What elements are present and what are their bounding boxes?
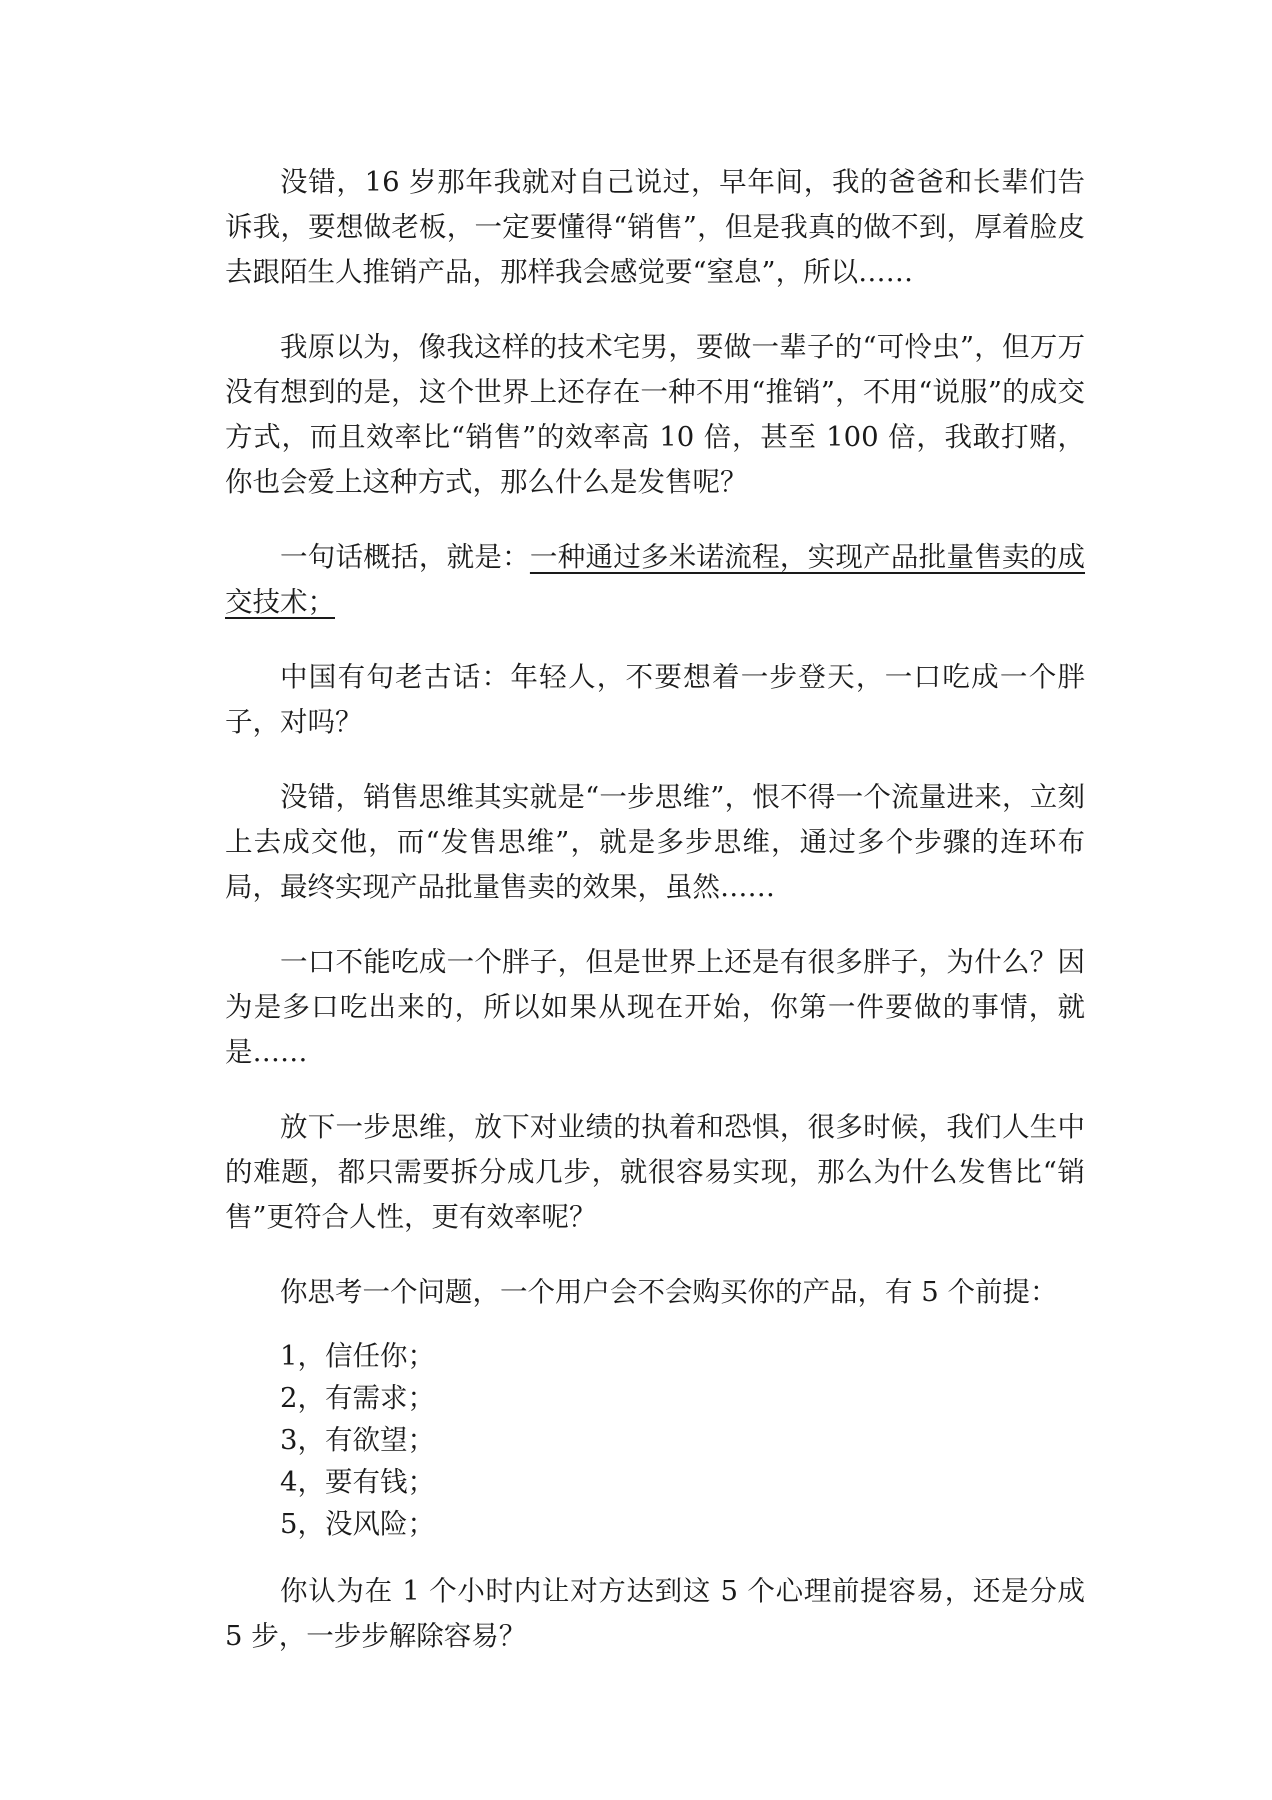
paragraph-8-list-intro: 你思考一个问题，一个用户会不会购买你的产品，有 5 个前提：: [280, 1276, 1058, 1308]
paragraph-4: 中国有句老古话：年轻人，不要想着一步登天，一口吃成一个胖子，对吗？: [225, 661, 1085, 738]
list-item: 5，没风险；: [280, 1508, 435, 1540]
list-item: 2，有需求；: [280, 1382, 435, 1414]
paragraph-6: 一口不能吃成一个胖子，但是世界上还是有很多胖子，为什么？因为是多口吃出来的，所以如果从现在开始，你第一件要做的事情，就是……: [225, 946, 1085, 1068]
paragraph-2: 我原以为，像我这样的技术宅男，要做一辈子的“可怜虫”，但万万没有想到的是，这个世界上还存在一种不用“推销”，不用“说服”的成交方式，而且效率比“销售”的效率高 10 倍，甚至 100 倍，我敢打赌，你也会爱上这种方式，那么什么是发售呢？: [225, 331, 1085, 498]
premise-list: [225, 1335, 1085, 1545]
document-body: [225, 160, 1085, 1689]
paragraph-1: 没错，16 岁那年我就对自己说过，早年间，我的爸爸和长辈们告诉我，要想做老板，一定要懂得“销售”，但是我真的做不到，厚着脸皮去跟陌生人推销产品，那样我会感觉要“窒息”，所以……: [225, 166, 1085, 288]
paragraph-7: 放下一步思维，放下对业绩的执着和恐惧，很多时候，我们人生中的难题，都只需要拆分成几步，就很容易实现，那么为什么发售比“销售”更符合人性，更有效率呢？: [225, 1111, 1085, 1233]
definition-underlined-text: 一种通过多米诺流程，实现产品批量售卖的成交技术；: [225, 541, 1086, 618]
list-item: 1，信任你；: [280, 1340, 435, 1372]
paragraph-5: 没错，销售思维其实就是“一步思维”，恨不得一个流量进来，立刻上去成交他，而“发售思维”，就是多步思维，通过多个步骤的连环布局，最终实现产品批量售卖的效果，虽然……: [225, 781, 1085, 903]
list-item: 3，有欲望；: [280, 1424, 435, 1456]
list-item: 4，要有钱；: [280, 1466, 435, 1498]
closing-paragraph: 你认为在 1 个小时内让对方达到这 5 个心理前提容易，还是分成 5 步，一步步解除容易？: [225, 1575, 1085, 1652]
definition-lead-text: 一句话概括，就是：: [280, 541, 530, 573]
paragraph-3-definition: [225, 535, 1085, 625]
